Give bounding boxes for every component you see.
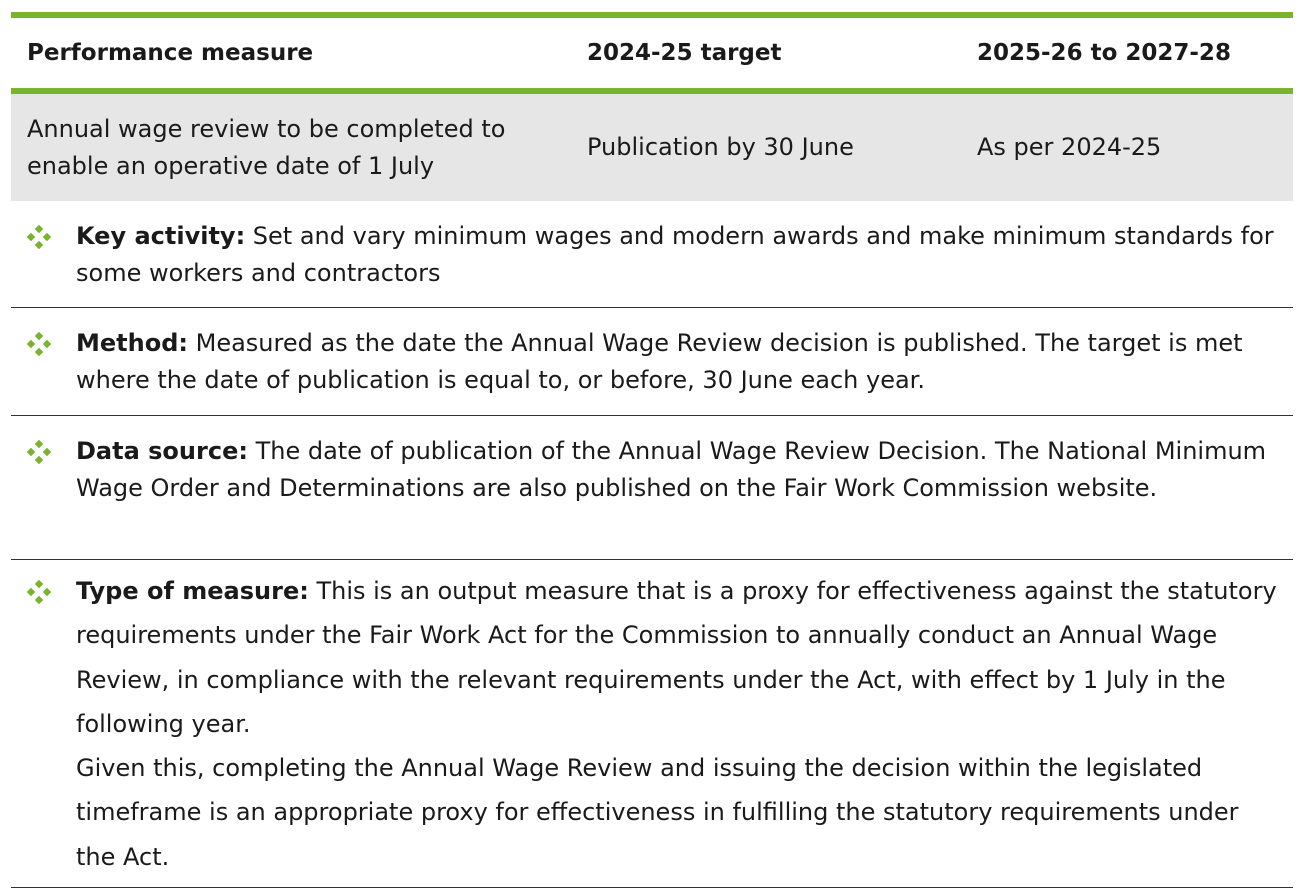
header-outyears: 2025-26 to 2027-28 [977, 40, 1231, 66]
table-header-row [11, 18, 1293, 94]
item-paragraph-2: Given this, completing the Annual Wage Review and issuing the decision within the legislated timeframe is an appropriate proxy for effectiveness in fulfilling the statutory requirements under the Act. [76, 754, 1239, 871]
item-text: Set and vary minimum wages and modern awards and make minimum standards for some workers and contractors [76, 222, 1274, 287]
diamond-bullet-icon [27, 580, 51, 604]
cell-outyears: As per 2024-25 [977, 133, 1162, 161]
list-item-data-source [11, 416, 1293, 560]
cell-measure: Annual wage review to be completed to enable an operative date of 1 July [27, 114, 506, 180]
item-text: The date of publication of the Annual Wage Review Decision. The National Minimum Wage Order and Determinations are also published on the Fair Work Commission website. [76, 437, 1267, 502]
item-text: Measured as the date the Annual Wage Review decision is published. The target is met where the date of publication is equal to, or before, 30 June each year. [76, 329, 1243, 394]
item-text: This is an output measure that is a proxy for effectiveness against the statutory requirements under the Fair Work Act for the Commission to annually conduct an Annual Wage Review, in compliance with the relevant requirements under the Act, with effect by 1 July in the following year. [76, 577, 1277, 738]
header-performance-measure: Performance measure [27, 40, 314, 66]
item-label: Method: [76, 329, 188, 357]
list-item-key-activity [11, 201, 1293, 308]
table-row [11, 94, 1293, 201]
list-item-type-of-measure [11, 560, 1293, 888]
cell-target: Publication by 30 June [587, 133, 854, 161]
diamond-bullet-icon [27, 440, 51, 464]
item-label: Data source: [76, 437, 248, 465]
diamond-bullet-icon [27, 225, 51, 249]
item-paragraph [76, 569, 1281, 746]
list-item-method [11, 308, 1293, 416]
header-target: 2024-25 target [587, 40, 782, 66]
performance-measure-table [11, 12, 1293, 888]
item-label: Key activity: [76, 222, 246, 250]
item-label: Type of measure: [76, 577, 309, 605]
diamond-bullet-icon [27, 332, 51, 356]
